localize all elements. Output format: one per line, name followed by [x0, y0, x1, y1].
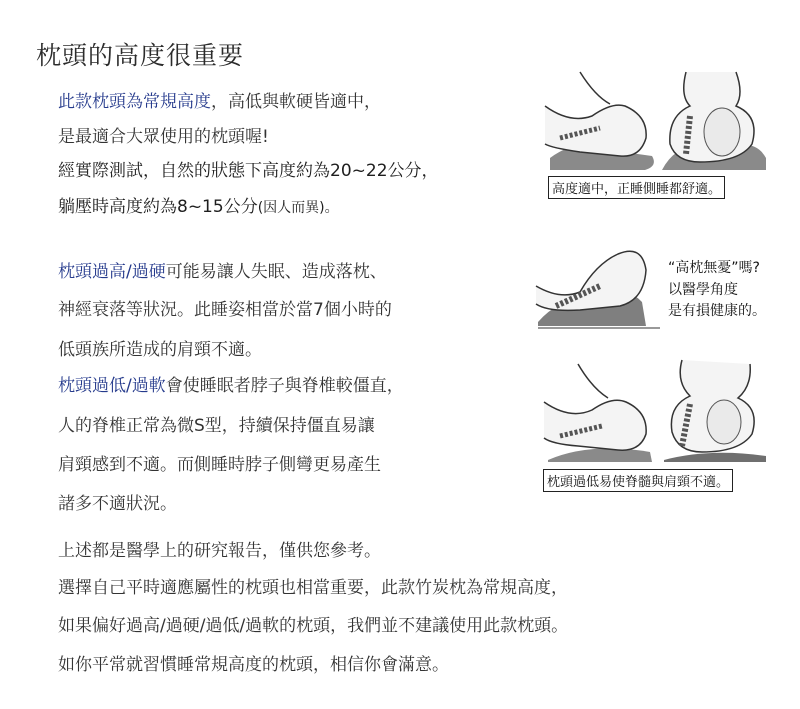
quote-line: “高枕無憂”嗎?: [668, 260, 760, 276]
quote-line: 以醫學角度: [668, 281, 738, 298]
side-sleeper-figure: [545, 72, 654, 170]
highlight-text: 此款枕頭為常規高度: [58, 92, 211, 112]
quote-line: 是有損健康的。: [668, 303, 766, 320]
text-line: [58, 376, 404, 396]
text-line: 肩頸感到不適。而側睡時脖子側彎更易產生: [58, 455, 381, 475]
caption-proper-height: 高度適中，正睡側睡都舒適。: [548, 176, 725, 199]
body-text: 躺壓時高度約為8~15公分: [58, 197, 258, 217]
body-text: 可能易讓人失眠、造成落枕、: [165, 262, 387, 282]
highlight-text: 枕頭過低/過軟: [58, 376, 166, 396]
text-line: 諸多不適狀況。: [58, 494, 177, 514]
highlight-text: 枕頭過高/過硬: [58, 262, 166, 282]
back-sleeper-low-figure: [664, 360, 766, 462]
too-low-illustration: [540, 356, 780, 468]
text-line: 是最適合大眾使用的枕頭喔!: [58, 127, 269, 147]
text-line: 如果偏好過高/過硬/過低/過軟的枕頭，我們並不建議使用此款枕頭。: [58, 616, 569, 636]
caption-too-low: 枕頭過低易使脊髓與肩頸不適。: [543, 469, 733, 492]
text-line: [58, 92, 381, 112]
text-line: 人的脊椎正常為微S型，持續保持僵直易讓: [58, 416, 375, 436]
text-line: 經實際測試，自然的狀態下高度約為20~22公分，: [58, 161, 439, 181]
text-line: 上述都是醫學上的研究報告，僅供您參考。: [58, 541, 381, 561]
text-line: [58, 197, 339, 217]
note-text: (因人而異)。: [257, 200, 339, 216]
text-line: 如你平常就習慣睡常規高度的枕頭，相信你會滿意。: [58, 655, 449, 675]
proper-height-illustration: [540, 66, 780, 174]
too-high-illustration: [534, 240, 664, 332]
side-sleeper-low-figure: [544, 364, 652, 462]
body-text: ，高低與軟硬皆適中，: [211, 92, 381, 112]
text-line: 低頭族所造成的肩頸不適。: [58, 340, 262, 360]
text-line: 神經衰落等狀況。此睡姿相當於當7個小時的: [58, 300, 392, 320]
page-title: 枕頭的高度很重要: [36, 41, 245, 70]
body-text: 會使睡眠者脖子與脊椎較僵直，: [165, 376, 404, 396]
text-line: [58, 262, 387, 282]
text-line: 選擇自己平時適應屬性的枕頭也相當重要，此款竹炭枕為常規高度，: [58, 578, 568, 598]
back-sleeper-figure: [662, 72, 766, 170]
too-high-quote: [668, 258, 766, 323]
